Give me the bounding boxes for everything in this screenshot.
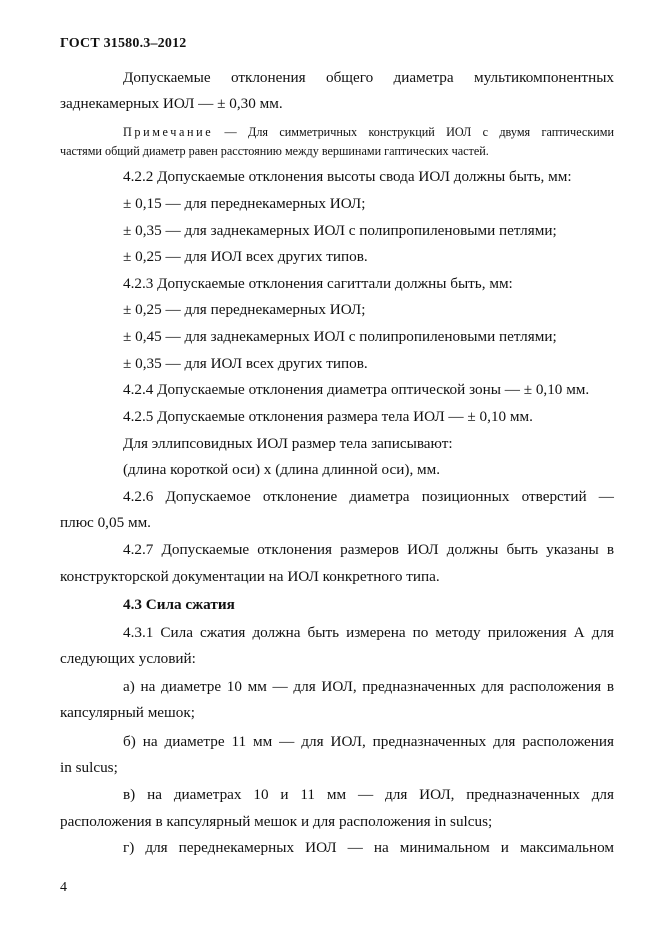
text-line: г) для переднекамерных ИОЛ — на минимальном и максимальном [123,839,614,856]
text-line: Для эллипсовидных ИОЛ размер тела записывают: [123,435,453,452]
text-line: 4.2.2 Допускаемые отклонения высоты свода ИОЛ должны быть, мм: [123,168,572,185]
note-line [123,124,614,141]
text-line: заднекамерных ИОЛ — ± 0,30 мм. [60,95,283,112]
text-line: 4.3.1 Сила сжатия должна быть измерена по методу приложения А для [123,624,614,641]
text-line: ± 0,35 — для ИОЛ всех других типов. [123,355,368,372]
note-text: — Для симметричных конструкций ИОЛ с двумя гаптическими [213,125,614,139]
text-line: 4.2.4 Допускаемые отклонения диаметра оптической зоны — ± 0,10 мм. [123,381,590,398]
text-line: капсулярный мешок; [60,704,195,721]
text-line: Допускаемые отклонения общего диаметра мультикомпонентных [123,69,614,86]
text-line: 4.2.6 Допускаемое отклонение диаметра позиционных отверстий — [123,488,614,505]
text-line: (длина короткой оси) х (длина длинной оси), мм. [123,461,441,478]
text-line: б) на диаметре 11 мм — для ИОЛ, предназначенных для расположения [123,733,614,750]
text-line: следующих условий: [60,650,196,667]
section-heading: 4.3 Сила сжатия [123,596,235,613]
text-line: конструкторской документации на ИОЛ конкретного типа. [60,568,440,585]
text-line: ± 0,25 — для переднекамерных ИОЛ; [123,301,366,318]
text-line: плюс 0,05 мм. [60,514,151,531]
note-line: частями общий диаметр равен расстоянию между вершинами гаптических частей. [60,144,489,158]
text-line: 4.2.7 Допускаемые отклонения размеров ИОЛ должны быть указаны в [123,541,614,558]
page-number: 4 [60,880,67,895]
document-header: ГОСТ 31580.3–2012 [60,36,187,51]
note-label: Примечание [123,125,214,139]
text-line: in sulcus; [60,759,118,776]
text-line: в) на диаметрах 10 и 11 мм — для ИОЛ, предназначенных для [123,786,614,803]
text-line: 4.2.5 Допускаемые отклонения размера тела ИОЛ — ± 0,10 мм. [123,408,533,425]
text-line: а) на диаметре 10 мм — для ИОЛ, предназначенных для расположения в [123,678,614,695]
text-line: ± 0,15 — для переднекамерных ИОЛ; [123,195,366,212]
text-line: ± 0,45 — для заднекамерных ИОЛ с полипропиленовыми петлями; [123,328,557,345]
text-line: ± 0,25 — для ИОЛ всех других типов. [123,248,368,265]
text-line: ± 0,35 — для заднекамерных ИОЛ с полипропиленовыми петлями; [123,222,557,239]
text-line: 4.2.3 Допускаемые отклонения сагиттали должны быть, мм: [123,275,513,292]
text-line: расположения в капсулярный мешок и для расположения in sulcus; [60,813,493,830]
